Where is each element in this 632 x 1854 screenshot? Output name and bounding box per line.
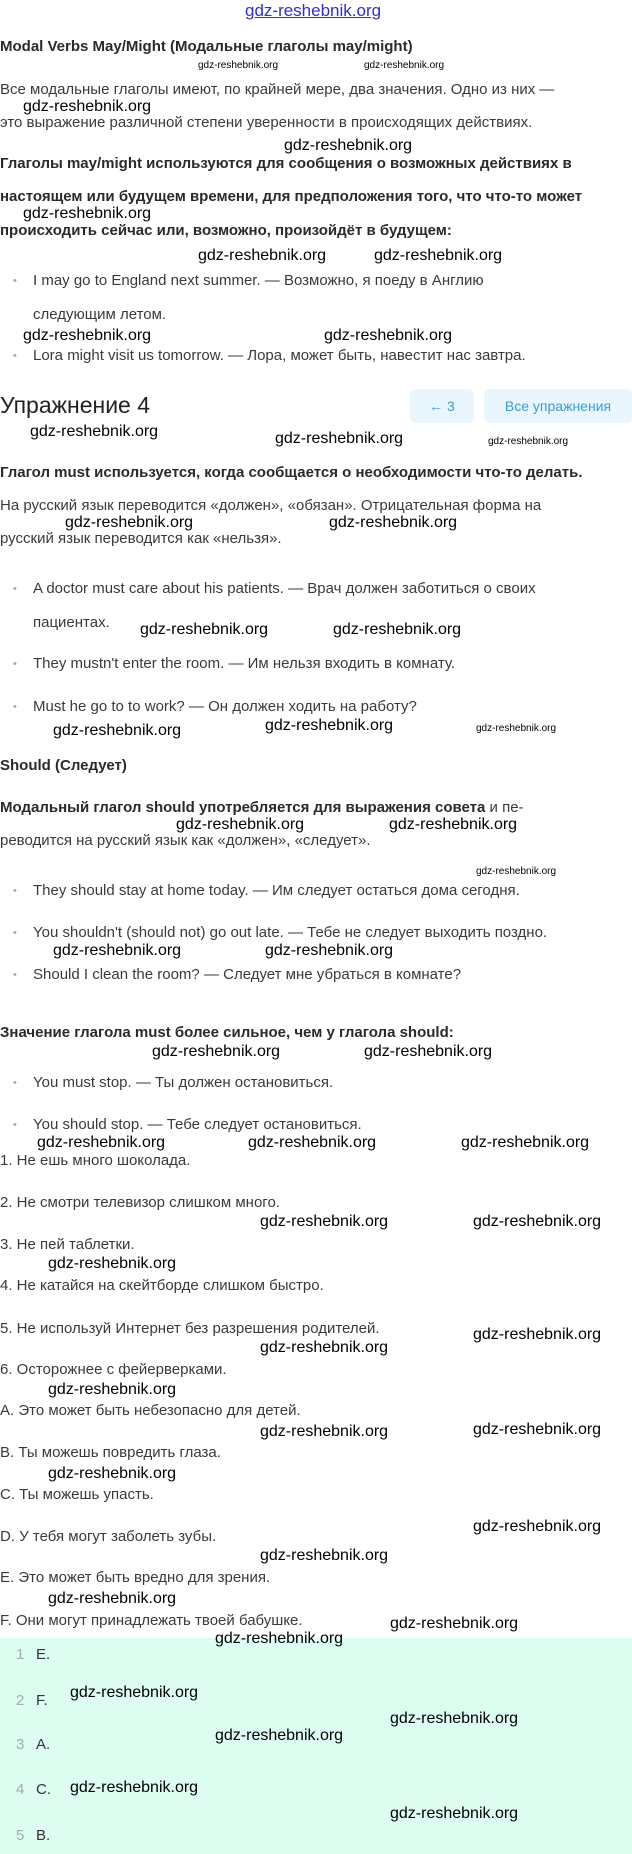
option-item: C. Ты можешь упасть. xyxy=(0,1486,154,1503)
watermark: gdz-reshebnik.org xyxy=(265,942,394,959)
option-item: A. Это может быть небезопасно для детей. xyxy=(0,1402,301,1419)
watermark: gdz-reshebnik.org xyxy=(260,1547,389,1564)
option-item: D. У тебя могут заболеть зубы. xyxy=(0,1528,217,1545)
watermark: gdz-reshebnik.org xyxy=(476,723,557,734)
rule-text: Глаголы may/might используются для сообщения о возможных действиях в xyxy=(0,155,572,172)
watermark: gdz-reshebnik.org xyxy=(30,423,159,440)
answer-number: 1 xyxy=(16,1646,25,1663)
task-item: 4. Не катайся на скейтборде слишком быстро. xyxy=(0,1277,324,1294)
rule-text: Значение глагола must более сильное, чем у глагола should: xyxy=(0,1024,454,1041)
watermark: gdz-reshebnik.org xyxy=(65,514,194,531)
example-item: • A doctor must care about his patients. — Врач должен заботиться о своих xyxy=(33,580,536,598)
example-item: • Should I clean the room? — Следует мне убраться в комнате? xyxy=(33,966,461,984)
answer-item xyxy=(16,1781,51,1799)
watermark: gdz-reshebnik.org xyxy=(23,205,152,222)
watermark: gdz-reshebnik.org xyxy=(284,137,413,154)
exercise-title: Упражнение 4 xyxy=(0,392,151,418)
watermark: gdz-reshebnik.org xyxy=(324,327,453,344)
watermark: gdz-reshebnik.org xyxy=(390,1615,519,1632)
watermark: gdz-reshebnik.org xyxy=(70,1684,199,1701)
watermark: gdz-reshebnik.org xyxy=(152,1043,281,1060)
watermark: gdz-reshebnik.org xyxy=(215,1727,344,1744)
example-continuation: пациентах. xyxy=(33,614,110,631)
watermark: gdz-reshebnik.org xyxy=(476,866,557,877)
watermark: gdz-reshebnik.org xyxy=(260,1339,389,1356)
all-exercises-button[interactable]: Все упражнения xyxy=(484,389,632,423)
watermark: gdz-reshebnik.org xyxy=(364,1043,493,1060)
answer-value: E. xyxy=(36,1646,51,1663)
watermark: gdz-reshebnik.org xyxy=(275,430,404,447)
watermark: gdz-reshebnik.org xyxy=(37,1134,166,1151)
example-item: • They should stay at home today. — Им следует остаться дома сегодня. xyxy=(33,882,520,900)
watermark: gdz-reshebnik.org xyxy=(48,1381,177,1398)
watermark: gdz-reshebnik.org xyxy=(374,247,503,264)
watermark: gdz-reshebnik.org xyxy=(364,60,445,71)
rule-text xyxy=(0,799,524,817)
section-title-should: Should (Следует) xyxy=(0,757,127,774)
paragraph: это выражение различной степени уверенности в происходящих действиях. xyxy=(0,114,533,131)
example-item: • Must he go to to work? — Он должен ходить на работу? xyxy=(33,698,417,716)
watermark: gdz-reshebnik.org xyxy=(329,514,458,531)
watermark: gdz-reshebnik.org xyxy=(23,327,152,344)
answer-value: F. xyxy=(36,1692,48,1709)
answer-value: C. xyxy=(36,1781,51,1798)
watermark: gdz-reshebnik.org xyxy=(198,247,327,264)
watermark[interactable]: gdz-reshebnik.org xyxy=(245,1,382,20)
option-item: F. Они могут принадлежать твоей бабушке. xyxy=(0,1612,303,1629)
watermark: gdz-reshebnik.org xyxy=(48,1465,177,1482)
watermark: gdz-reshebnik.org xyxy=(23,98,152,115)
watermark: gdz-reshebnik.org xyxy=(390,1710,519,1727)
option-item: E. Это может быть вредно для зрения. xyxy=(0,1569,271,1586)
answer-item xyxy=(16,1827,50,1845)
task-item: 5. Не используй Интернет без разрешения родителей. xyxy=(0,1320,380,1337)
answer-item xyxy=(16,1646,50,1664)
watermark: gdz-reshebnik.org xyxy=(260,1423,389,1440)
watermark: gdz-reshebnik.org xyxy=(140,621,269,638)
watermark: gdz-reshebnik.org xyxy=(333,621,462,638)
example-item: • You must stop. — Ты должен остановиться. xyxy=(33,1074,333,1092)
watermark: gdz-reshebnik.org xyxy=(390,1805,519,1822)
prev-exercise-button[interactable]: ← 3 xyxy=(410,389,474,423)
watermark: gdz-reshebnik.org xyxy=(389,816,518,833)
example-continuation: следующим летом. xyxy=(33,306,167,323)
watermark: gdz-reshebnik.org xyxy=(473,1213,602,1230)
watermark: gdz-reshebnik.org xyxy=(70,1779,199,1796)
watermark: gdz-reshebnik.org xyxy=(48,1590,177,1607)
paragraph: русский язык переводится как «нельзя». xyxy=(0,530,282,547)
watermark: gdz-reshebnik.org xyxy=(473,1518,602,1535)
answer-item xyxy=(16,1736,50,1754)
answer-number: 3 xyxy=(16,1736,25,1753)
task-item: 2. Не смотри телевизор слишком много. xyxy=(0,1194,280,1211)
task-item: 3. Не пей таблетки. xyxy=(0,1236,135,1253)
watermark: gdz-reshebnik.org xyxy=(248,1134,377,1151)
watermark: gdz-reshebnik.org xyxy=(265,717,394,734)
answer-value: A. xyxy=(36,1736,51,1753)
rule-rest: и пе- xyxy=(485,799,524,816)
paragraph: реводится на русский язык как «должен», «следует». xyxy=(0,832,371,849)
paragraph: На русский язык переводится «должен», «обязан». Отрицательная форма на xyxy=(0,497,542,514)
watermark: gdz-reshebnik.org xyxy=(53,722,182,739)
example-item: • I may go to England next summer. — Возможно, я поеду в Англию xyxy=(33,272,484,290)
watermark: gdz-reshebnik.org xyxy=(473,1421,602,1438)
answer-box xyxy=(0,1638,632,1854)
rule-bold: Модальный глагол should употребляется для выражения совета xyxy=(0,799,486,816)
rule-text: Глагол must используется, когда сообщается о необходимости что-то делать. xyxy=(0,464,583,481)
answer-number: 2 xyxy=(16,1692,25,1709)
watermark: gdz-reshebnik.org xyxy=(488,436,569,447)
watermark: gdz-reshebnik.org xyxy=(48,1255,177,1272)
watermark: gdz-reshebnik.org xyxy=(461,1134,590,1151)
watermark: gdz-reshebnik.org xyxy=(260,1213,389,1230)
watermark: gdz-reshebnik.org xyxy=(198,60,279,71)
option-item: B. Ты можешь повредить глаза. xyxy=(0,1444,221,1461)
example-item: • You shouldn't (should not) go out late. — Тебе не следует выходить поздно. xyxy=(33,924,547,942)
task-item: 6. Осторожнее с фейерверками. xyxy=(0,1361,227,1378)
watermark: gdz-reshebnik.org xyxy=(176,816,305,833)
task-item: 1. Не ешь много шоколада. xyxy=(0,1152,191,1169)
paragraph: Все модальные глаголы имеют, по крайней мере, два значения. Одно из них — xyxy=(0,81,555,98)
watermark: gdz-reshebnik.org xyxy=(473,1326,602,1343)
example-item: • You should stop. — Тебе следует остановиться. xyxy=(33,1116,362,1134)
example-item: • Lora might visit us tomorrow. — Лора, может быть, навестит нас завтра. xyxy=(33,347,526,365)
section-title-may: Modal Verbs May/Might (Модальные глаголы may/might) xyxy=(0,38,413,55)
answer-number: 5 xyxy=(16,1827,25,1844)
answer-item xyxy=(16,1692,48,1710)
watermark: gdz-reshebnik.org xyxy=(215,1630,344,1647)
watermark: gdz-reshebnik.org xyxy=(53,942,182,959)
answer-value: B. xyxy=(36,1827,51,1844)
rule-text: настоящем или будущем времени, для предположения того, что что-то может xyxy=(0,188,583,205)
answer-number: 4 xyxy=(16,1781,25,1798)
example-item: • They mustn't enter the room. — Им нельзя входить в комнату. xyxy=(33,655,455,673)
rule-text: происходить сейчас или, возможно, произойдёт в будущем: xyxy=(0,222,452,239)
